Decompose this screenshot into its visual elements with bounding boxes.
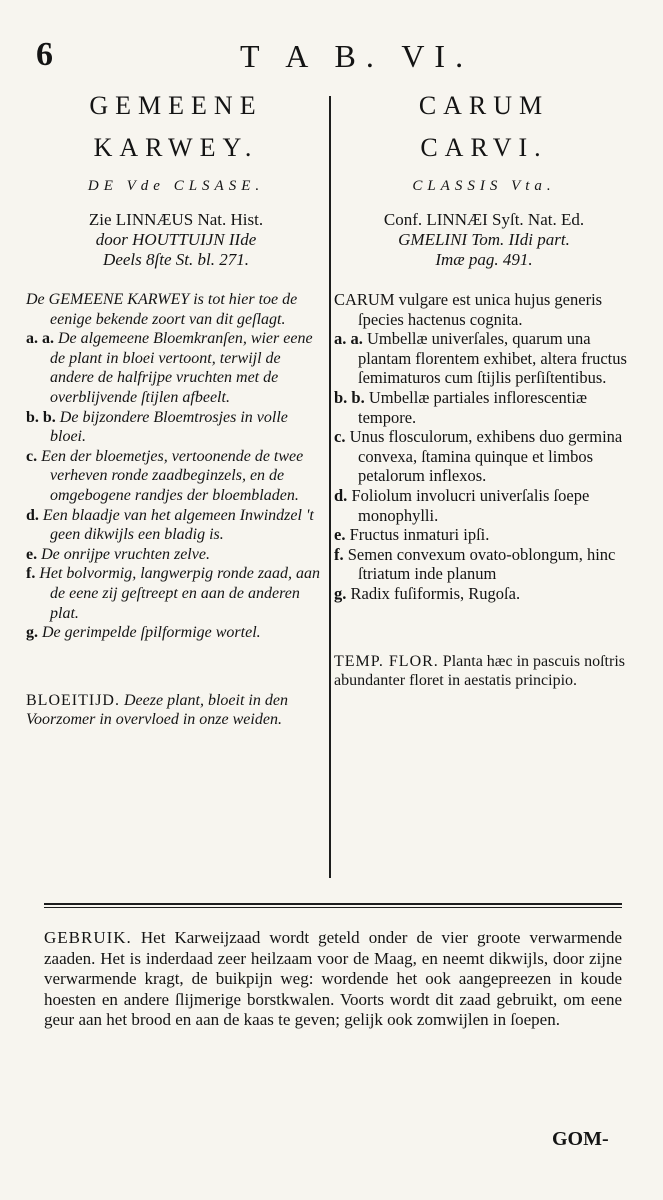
legend-marker: f. [26,565,36,583]
legend-item [26,408,326,447]
latin-description [334,290,634,604]
legend-item [334,486,634,525]
legend-text: Een der bloemetjes, vertoonende de twee verheven ronde zaadbeginzels, en de omgebogene randjes der bloembladen. [41,447,304,504]
legend-item [26,329,326,407]
legend-item [26,545,326,565]
latin-legend-list [334,329,634,603]
legend-text: De algemeene Bloemkranſen, wier eene de plant in bloei vertoont, terwijl de andere de halfrijpe vruchten met de overblijvende ſtijlen afbeelt. [50,330,313,406]
latin-reference-line-2: GMELINI Tom. IIdi part. [398,230,570,249]
page-number: 6 [36,36,53,73]
usage-label: GEBRUIK. [44,928,132,947]
usage-paragraph [44,928,622,1031]
plate-title: T A B. VI. [240,38,474,74]
legend-marker: c. [26,447,38,465]
catchword: GOM- [552,1128,609,1150]
legend-text: Een blaadje van het algemeen Inwindzel 't geen dikwijls een bladig is. [42,506,314,544]
dutch-reference-line-1: Zie LINNÆUS Nat. Hist. [88,210,264,229]
dutch-column [26,86,326,730]
latin-reference-line-1: Conf. LINNÆI Syſt. Nat. Ed. [383,210,585,229]
latin-flowering-text: Planta hæc in pascuis noſtris abundanter floret in aestatis principio. [334,652,625,690]
legend-item [26,564,326,623]
legend-item [334,329,634,388]
usage-text: Het Karweijzaad wordt geteld onder de vier groote verwarmende zaaden. Het is inderdaad zeer heilzaam voor de Maag, en neemt dikwijls, door zijne verwarmende kragt, de buikpijn weg: wordende het ook aangepreezen in koude hoesten en andere ſlijmerige borstkwalen. Voorts wordt dit zaad gebruikt, om eene geur aan het brood en aan de kaas te geven; gelijk ook zomwijlen in ſoepen. [44,928,623,1029]
legend-text: De gerimpelde ſpilformige wortel. [42,624,261,642]
legend-item [26,623,326,643]
latin-reference [334,210,634,270]
latin-flowering-label: TEMP. FLOR. [334,652,439,670]
legend-text: Radix fuſiformis, Rugoſa. [350,583,521,603]
dutch-flowering-time [26,691,326,730]
dutch-flowering-label: BLOEITIJD. [26,691,120,709]
legend-marker: g. [26,624,38,642]
legend-marker: g. [334,583,347,603]
legend-marker: d. [334,485,348,505]
dutch-reference-line-2: door HOUTTUIJN IIde [95,230,257,249]
latin-intro: CARUM vulgare est unica hujus generis ſpecies hactenus cognita. [334,290,603,329]
legend-text: De onrijpe vruchten zelve. [41,545,210,563]
legend-text: Unus flosculorum, exhibens duo germina convexa, ſtamina quinque et limbos petalorum inflexos. [349,427,623,486]
dutch-class-label: DE Vde CLSASE. [87,178,265,194]
dutch-title-line-2: KARWEY. [93,133,259,162]
legend-text: Het bolvormig, langwerpig ronde zaad, aan de eene zij geſtreept en aan de anderen plat. [39,565,321,622]
legend-marker: e. [26,545,38,563]
section-rule-thin [44,907,622,908]
legend-marker: f. [334,544,344,564]
legend-item [334,584,634,604]
legend-item [334,525,634,545]
legend-marker: b. b. [26,408,56,426]
legend-marker: a. a. [26,330,54,348]
legend-item [334,427,634,486]
legend-marker: b. b. [334,387,365,407]
legend-item [334,388,634,427]
column-divider [329,96,331,878]
dutch-flowering-text: Deeze plant, bloeit in den Voorzomer in overvloed in onze weiden. [26,691,288,729]
legend-text: Fructus inmaturi ipſi. [349,525,490,545]
latin-column [334,86,634,691]
legend-item [26,447,326,506]
section-rule-thick [44,903,622,905]
dutch-intro: De GEMEENE KARWEY is tot hier toe de eenige bekende zoort van dit geſlagt. [26,291,298,328]
latin-reference-line-3: Imæ pag. 491. [435,250,533,269]
dutch-legend-list [26,329,326,643]
legend-text: Umbellæ univerſales, quarum una plantam florentem exhibet, altera fructus ſemimaturos cum ſtijlis perſiſtentibus. [358,329,627,388]
latin-flowering-time [334,652,634,691]
dutch-reference [26,210,326,270]
latin-title-line-2: CARVI. [420,133,548,162]
legend-item [26,506,326,545]
legend-marker: c. [334,427,346,447]
legend-text: Umbellæ partiales inflorescentiæ tempore. [358,387,587,427]
legend-marker: d. [26,506,39,524]
legend-text: Foliolum involucri univerſalis ſoepe monophylli. [351,485,590,525]
legend-item [334,545,634,584]
dutch-description [26,290,326,643]
legend-text: Semen convexum ovato-oblongum, hinc ſtriatum inde planum [347,544,616,584]
latin-title-line-1: CARUM [418,91,550,120]
dutch-reference-line-3: Deels 8ſte St. bl. 271. [103,250,249,269]
legend-text: De bijzondere Bloemtrosjes in volle bloei. [50,408,288,446]
legend-marker: e. [334,525,346,545]
latin-class-label: CLASSIS Vta. [412,178,556,194]
dutch-title-line-1: GEMEENE [89,91,263,120]
legend-marker: a. a. [334,329,363,349]
